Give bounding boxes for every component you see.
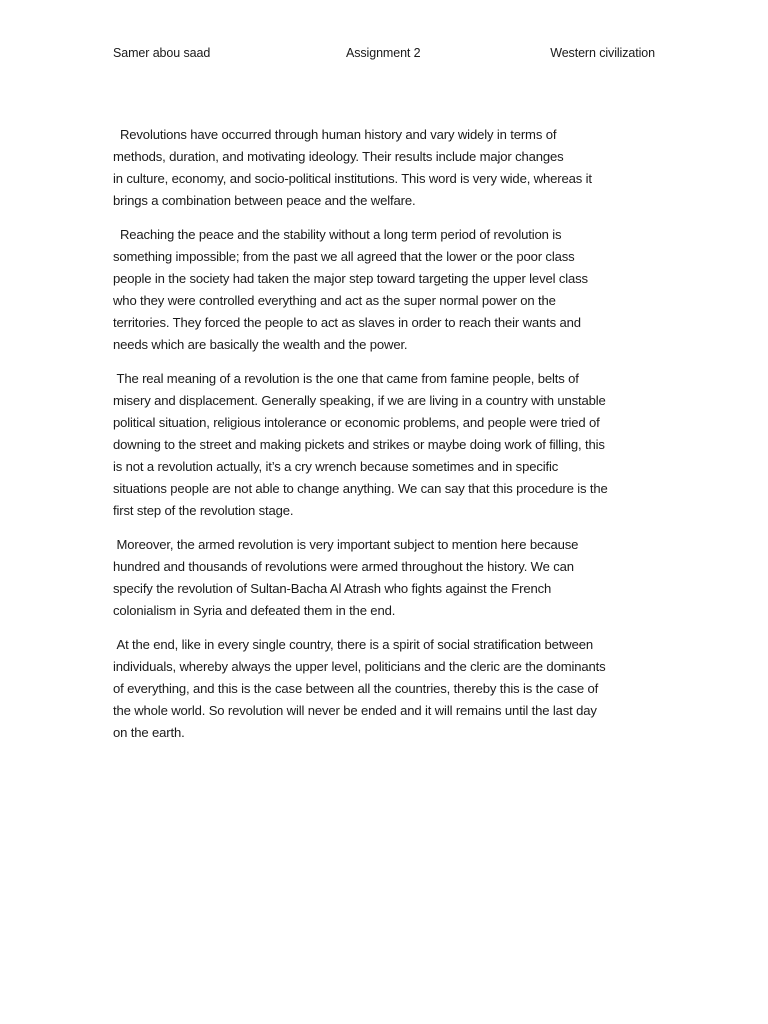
paragraph-line: At the end, like in every single country, there is a spirit of social stratification between <box>113 637 593 652</box>
paragraph-line: misery and displacement. Generally speaking, if we are living in a country with unstable <box>113 393 606 408</box>
paragraph-line: the whole world. So revolution will never be ended and it will remains until the last day <box>113 703 597 718</box>
paragraph-line: who they were controlled everything and act as the super normal power on the <box>113 293 556 308</box>
paragraph-1 <box>113 124 658 212</box>
header-course: Western civilization <box>550 46 655 60</box>
paragraph-line: first step of the revolution stage. <box>113 503 294 518</box>
paragraph-2 <box>113 224 658 356</box>
paragraph-line: Moreover, the armed revolution is very important subject to mention here because <box>113 537 579 552</box>
paragraph-line: downing to the street and making pickets and strikes or maybe doing work of filling, this <box>113 437 605 452</box>
paragraph-line: people in the society had taken the major step toward targeting the upper level class <box>113 271 588 286</box>
paragraph-line: colonialism in Syria and defeated them in the end. <box>113 603 396 618</box>
paragraph-line: is not a revolution actually, it’s a cry wrench because sometimes and in specific <box>113 459 559 474</box>
paragraph-5 <box>113 634 658 744</box>
paragraph-line: hundred and thousands of revolutions were armed throughout the history. We can <box>113 559 574 574</box>
paragraph-line: territories. They forced the people to act as slaves in order to reach their wants and <box>113 315 581 330</box>
paragraph-line: methods, duration, and motivating ideology. Their results include major changes <box>113 149 564 164</box>
paragraph-4 <box>113 534 658 622</box>
paragraph-line: brings a combination between peace and the welfare. <box>113 193 416 208</box>
page-header <box>113 46 655 66</box>
paragraph-line: situations people are not able to change anything. We can say that this procedure is the <box>113 481 608 496</box>
paragraph-line: specify the revolution of Sultan-Bacha Al Atrash who fights against the French <box>113 581 552 596</box>
paragraph-line: of everything, and this is the case between all the countries, thereby this is the case of <box>113 681 599 696</box>
paragraph-line: on the earth. <box>113 725 185 740</box>
paragraph-line: Revolutions have occurred through human history and vary widely in terms of <box>113 127 557 142</box>
paragraph-line: something impossible; from the past we all agreed that the lower or the poor class <box>113 249 575 264</box>
paragraph-line: in culture, economy, and socio-political institutions. This word is very wide, whereas it <box>113 171 592 186</box>
essay-body <box>113 124 658 744</box>
paragraph-3 <box>113 368 658 522</box>
paragraph-line: Reaching the peace and the stability without a long term period of revolution is <box>113 227 562 242</box>
paragraph-line: The real meaning of a revolution is the one that came from famine people, belts of <box>113 371 579 386</box>
paragraph-line: needs which are basically the wealth and the power. <box>113 337 408 352</box>
header-author: Samer abou saad <box>113 46 211 60</box>
paragraph-line: political situation, religious intolerance or economic problems, and people were tried of <box>113 415 600 430</box>
header-assignment: Assignment 2 <box>346 46 421 60</box>
paragraph-line: individuals, whereby always the upper level, politicians and the cleric are the dominants <box>113 659 606 674</box>
